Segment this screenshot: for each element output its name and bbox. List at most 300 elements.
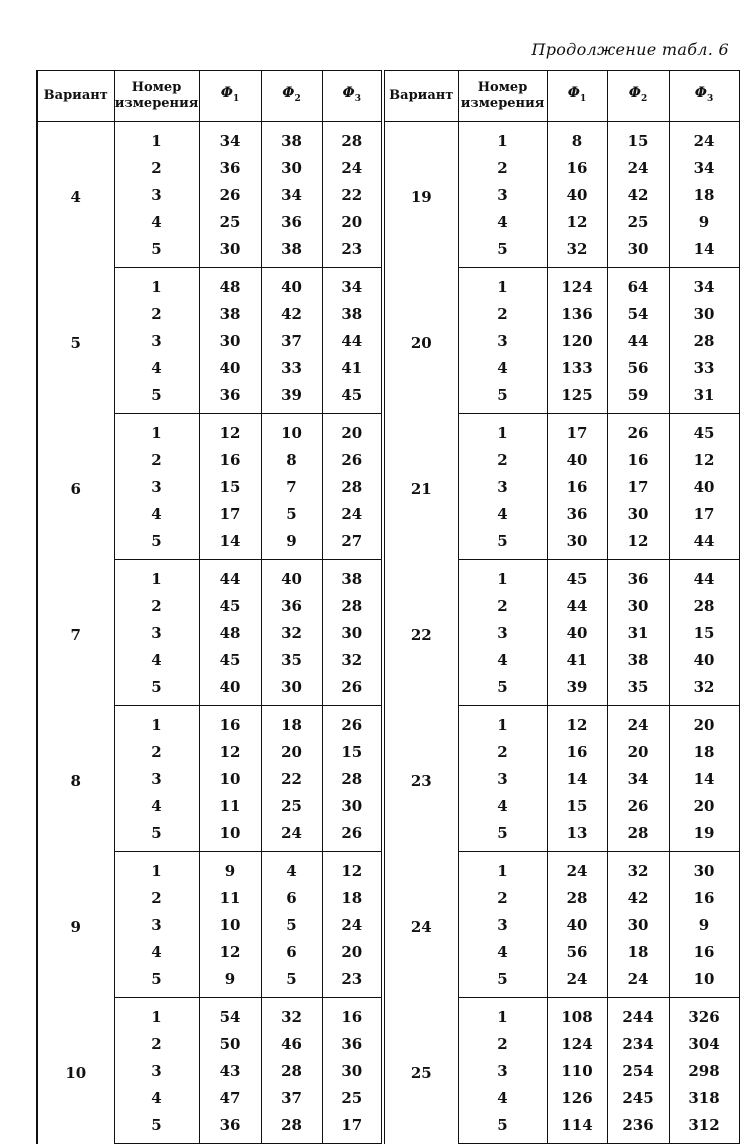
phi3-cell: 26 (322, 706, 383, 739)
phi2-cell: 32 (261, 998, 322, 1031)
phi1-cell: 26 (199, 181, 261, 208)
table-row (37, 852, 739, 885)
phi3-cell: 38 (322, 560, 383, 593)
phi3-cell-right: 28 (669, 592, 739, 619)
phi2-cell-right: 42 (607, 884, 669, 911)
phi1-cell: 30 (199, 235, 261, 268)
phi1-cell: 10 (199, 911, 261, 938)
variant-cell: 9 (37, 852, 114, 998)
measurement-number-cell-right: 5 (458, 235, 547, 268)
phi3-cell-right: 298 (669, 1057, 739, 1084)
phi3-cell: 32 (322, 646, 383, 673)
phi1-cell: 44 (199, 560, 261, 593)
phi3-cell-right: 9 (669, 911, 739, 938)
phi3-cell: 28 (322, 122, 383, 155)
phi2-cell: 7 (261, 473, 322, 500)
phi1-cell-right: 108 (547, 998, 607, 1031)
phi1-cell: 15 (199, 473, 261, 500)
phi3-cell-right: 17 (669, 500, 739, 527)
table-row (37, 122, 739, 155)
phi2-cell: 46 (261, 1030, 322, 1057)
measurement-number-cell: 3 (114, 619, 199, 646)
measurement-number-cell-right: 4 (458, 792, 547, 819)
phi2-cell-right: 44 (607, 327, 669, 354)
phi2-cell-right: 245 (607, 1084, 669, 1111)
phi2-cell-right: 254 (607, 1057, 669, 1084)
measurement-number-cell-right: 3 (458, 765, 547, 792)
phi3-cell: 27 (322, 527, 383, 560)
phi2-cell: 30 (261, 673, 322, 706)
measurement-number-cell: 3 (114, 473, 199, 500)
phi3-cell: 24 (322, 911, 383, 938)
phi2-cell: 28 (261, 1111, 322, 1144)
phi-symbol: Φ (282, 85, 295, 102)
measurement-number-cell: 5 (114, 673, 199, 706)
measurement-number-cell-right: 3 (458, 911, 547, 938)
phi2-cell: 9 (261, 527, 322, 560)
variant-cell-right: 24 (410, 918, 432, 936)
phi3-cell-right: 32 (669, 673, 739, 706)
phi3-cell-right: 40 (669, 646, 739, 673)
phi1-cell-right: 40 (547, 181, 607, 208)
phi3-cell-right: 44 (669, 560, 739, 593)
phi1-cell-right: 28 (547, 884, 607, 911)
phi1-cell-right: 8 (547, 122, 607, 155)
phi1-cell-right: 24 (547, 965, 607, 998)
measurement-number-cell-right: 1 (458, 706, 547, 739)
measurement-number-cell: 5 (114, 527, 199, 560)
phi3-cell: 16 (322, 998, 383, 1031)
measurement-number-cell: 4 (114, 646, 199, 673)
measurement-number-cell: 4 (114, 1084, 199, 1111)
measurement-number-cell-right: 4 (458, 938, 547, 965)
phi1-cell-right: 133 (547, 354, 607, 381)
phi3-cell: 28 (322, 765, 383, 792)
measurement-number-cell: 3 (114, 1057, 199, 1084)
phi2-cell: 6 (261, 938, 322, 965)
measurement-number-cell: 3 (114, 765, 199, 792)
variant-cell-right: 19 (410, 188, 432, 207)
phi-sub: 1 (579, 93, 587, 104)
measurement-number-cell-right: 1 (458, 560, 547, 593)
measurement-number-cell-right: 4 (458, 646, 547, 673)
measurement-number-cell: 4 (114, 938, 199, 965)
phi1-cell-right: 40 (547, 619, 607, 646)
measurement-number-cell-right: 5 (458, 381, 547, 414)
variant-cell: 5 (37, 268, 114, 414)
phi1-cell-right: 44 (547, 592, 607, 619)
header-phi-2 (261, 71, 322, 122)
phi2-cell-right: 32 (607, 852, 669, 885)
phi2-cell-right: 28 (607, 819, 669, 852)
phi3-cell-right: 14 (669, 235, 739, 268)
phi3-cell: 25 (322, 1084, 383, 1111)
phi2-cell: 36 (261, 208, 322, 235)
measurement-number-cell: 4 (114, 208, 199, 235)
measurement-number-cell: 5 (114, 1111, 199, 1144)
header-measurement-number-right (458, 71, 547, 122)
measurement-number-cell: 1 (114, 560, 199, 593)
phi3-cell-right: 31 (669, 381, 739, 414)
header-variant: Вариант (37, 71, 114, 122)
measurement-number-cell-right: 2 (458, 154, 547, 181)
phi3-cell-right: 12 (669, 446, 739, 473)
table-row (37, 268, 739, 301)
phi3-cell: 30 (322, 1057, 383, 1084)
phi2-cell-right: 24 (607, 706, 669, 739)
phi1-cell: 16 (199, 446, 261, 473)
variant-cell: 8 (37, 706, 114, 852)
phi2-cell-right: 18 (607, 938, 669, 965)
phi1-cell-right: 32 (547, 235, 607, 268)
phi1-cell: 16 (199, 706, 261, 739)
table-row (37, 414, 739, 447)
phi2-cell-right: 26 (607, 792, 669, 819)
measurement-number-cell-right: 5 (458, 1111, 547, 1144)
measurement-number-cell: 3 (114, 181, 199, 208)
phi3-cell-right: 14 (669, 765, 739, 792)
phi2-cell: 40 (261, 268, 322, 301)
phi2-cell: 24 (261, 819, 322, 852)
phi1-cell: 40 (199, 673, 261, 706)
phi3-cell-right: 10 (669, 965, 739, 998)
phi3-cell-right: 45 (669, 414, 739, 447)
measurement-number-cell-right: 3 (458, 619, 547, 646)
phi2-cell: 32 (261, 619, 322, 646)
measurement-number-cell: 5 (114, 965, 199, 998)
measurement-number-cell-right: 1 (458, 268, 547, 301)
phi1-cell-right: 114 (547, 1111, 607, 1144)
measurement-number-cell-right: 1 (458, 852, 547, 885)
phi2-cell-right: 24 (607, 154, 669, 181)
phi3-cell: 30 (322, 619, 383, 646)
table-caption: Продолжение табл. 6 (531, 40, 729, 59)
phi1-cell-right: 12 (547, 208, 607, 235)
phi3-cell-right: 15 (669, 619, 739, 646)
measurement-number-cell: 1 (114, 852, 199, 885)
phi2-cell: 22 (261, 765, 322, 792)
variant-cell: 4 (37, 122, 114, 268)
phi3-cell-right: 304 (669, 1030, 739, 1057)
phi3-cell: 12 (322, 852, 383, 885)
phi1-cell: 36 (199, 381, 261, 414)
phi-symbol: Φ (220, 85, 233, 102)
phi1-cell: 10 (199, 819, 261, 852)
header-measure-line2: измерения (114, 96, 199, 111)
phi1-cell: 9 (199, 852, 261, 885)
phi1-cell-right: 24 (547, 852, 607, 885)
phi2-cell-right: 12 (607, 527, 669, 560)
variant-cell: 6 (37, 414, 114, 560)
phi1-cell-right: 41 (547, 646, 607, 673)
phi1-cell-right: 110 (547, 1057, 607, 1084)
phi1-cell: 48 (199, 268, 261, 301)
phi2-cell-right: 42 (607, 181, 669, 208)
phi3-cell-right: 34 (669, 268, 739, 301)
phi-symbol: Φ (342, 85, 355, 102)
phi1-cell: 40 (199, 354, 261, 381)
phi1-cell: 45 (199, 646, 261, 673)
measurement-number-cell: 2 (114, 592, 199, 619)
measurement-number-cell-right: 5 (458, 527, 547, 560)
phi1-cell: 17 (199, 500, 261, 527)
variant-cell-right: 21 (410, 480, 432, 498)
phi1-cell-right: 56 (547, 938, 607, 965)
phi2-cell-right: 36 (607, 560, 669, 593)
phi3-cell: 26 (322, 673, 383, 706)
phi3-cell-right: 40 (669, 473, 739, 500)
header-phi-2-right (607, 71, 669, 122)
phi2-cell-right: 30 (607, 592, 669, 619)
measurement-number-cell: 2 (114, 738, 199, 765)
phi3-cell-right: 9 (669, 208, 739, 235)
phi3-cell: 45 (322, 381, 383, 414)
phi2-cell-right: 30 (607, 235, 669, 268)
variant-cell-right: 20 (410, 334, 432, 352)
phi3-cell-right: 19 (669, 819, 739, 852)
phi3-cell-right: 20 (669, 706, 739, 739)
measurement-number-cell-right: 5 (458, 965, 547, 998)
phi1-cell-right: 40 (547, 446, 607, 473)
phi1-cell: 34 (199, 122, 261, 155)
phi3-cell: 28 (322, 473, 383, 500)
phi2-cell-right: 16 (607, 446, 669, 473)
phi1-cell-right: 39 (547, 673, 607, 706)
measurement-number-cell: 4 (114, 354, 199, 381)
table-body (37, 122, 739, 1144)
phi2-cell-right: 64 (607, 268, 669, 301)
phi2-cell: 37 (261, 327, 322, 354)
header-phi-3 (322, 71, 383, 122)
phi3-cell-right: 312 (669, 1111, 739, 1144)
phi2-cell-right: 234 (607, 1030, 669, 1057)
phi1-cell-right: 136 (547, 300, 607, 327)
phi1-cell-right: 30 (547, 527, 607, 560)
phi1-cell-right: 12 (547, 706, 607, 739)
measurement-number-cell-right: 1 (458, 998, 547, 1031)
measurement-number-cell: 1 (114, 122, 199, 155)
phi2-cell-right: 30 (607, 911, 669, 938)
phi2-cell-right: 24 (607, 965, 669, 998)
phi3-cell: 38 (322, 300, 383, 327)
phi1-cell: 47 (199, 1084, 261, 1111)
phi3-cell: 26 (322, 446, 383, 473)
phi2-cell-right: 54 (607, 300, 669, 327)
measurement-number-cell-right: 2 (458, 884, 547, 911)
phi3-cell: 28 (322, 592, 383, 619)
variant-cell: 7 (37, 560, 114, 706)
measurement-number-cell-right: 2 (458, 300, 547, 327)
variant-cell-right: 23 (410, 772, 432, 790)
measurement-number-cell: 2 (114, 300, 199, 327)
measurement-number-cell-right: 2 (458, 738, 547, 765)
measurement-number-cell-right: 3 (458, 1057, 547, 1084)
measurement-number-cell: 1 (114, 998, 199, 1031)
phi2-cell-right: 25 (607, 208, 669, 235)
phi3-cell-right: 33 (669, 354, 739, 381)
phi2-cell: 33 (261, 354, 322, 381)
phi2-cell: 36 (261, 592, 322, 619)
phi3-cell-right: 16 (669, 884, 739, 911)
phi-sub: 3 (706, 93, 714, 104)
phi-sub: 3 (354, 93, 361, 104)
phi3-cell-right: 20 (669, 792, 739, 819)
variant-cell: 10 (37, 998, 114, 1144)
phi1-cell: 14 (199, 527, 261, 560)
phi1-cell: 43 (199, 1057, 261, 1084)
phi1-cell: 38 (199, 300, 261, 327)
phi2-cell-right: 35 (607, 673, 669, 706)
header-row (37, 71, 739, 122)
phi3-cell: 36 (322, 1030, 383, 1057)
measurement-number-cell: 4 (114, 792, 199, 819)
phi-symbol: Φ (694, 85, 707, 102)
measurement-number-cell-right: 2 (458, 446, 547, 473)
phi3-cell-right: 318 (669, 1084, 739, 1111)
phi1-cell: 50 (199, 1030, 261, 1057)
phi2-cell-right: 20 (607, 738, 669, 765)
phi3-cell-right: 16 (669, 938, 739, 965)
phi2-cell-right: 56 (607, 354, 669, 381)
phi2-cell: 39 (261, 381, 322, 414)
measurement-table (36, 70, 740, 1144)
phi2-cell: 37 (261, 1084, 322, 1111)
phi1-cell: 11 (199, 884, 261, 911)
phi1-cell: 36 (199, 154, 261, 181)
measurement-number-cell-right: 4 (458, 500, 547, 527)
phi1-cell: 12 (199, 414, 261, 447)
phi3-cell: 18 (322, 884, 383, 911)
phi2-cell-right: 17 (607, 473, 669, 500)
measurement-number-cell-right: 3 (458, 181, 547, 208)
phi1-cell: 36 (199, 1111, 261, 1144)
phi1-cell-right: 126 (547, 1084, 607, 1111)
header-measurement-number (114, 71, 199, 122)
measurement-number-cell: 5 (114, 235, 199, 268)
phi3-cell: 20 (322, 208, 383, 235)
phi2-cell: 35 (261, 646, 322, 673)
phi3-cell-right: 24 (669, 122, 739, 155)
phi1-cell: 25 (199, 208, 261, 235)
measurement-number-cell-right: 2 (458, 592, 547, 619)
measurement-number-cell-right: 4 (458, 208, 547, 235)
phi1-cell-right: 17 (547, 414, 607, 447)
table-row (37, 560, 739, 593)
phi2-cell-right: 26 (607, 414, 669, 447)
measurement-number-cell-right: 5 (458, 819, 547, 852)
phi3-cell: 22 (322, 181, 383, 208)
phi2-cell-right: 30 (607, 500, 669, 527)
phi1-cell: 12 (199, 738, 261, 765)
phi-sub: 1 (232, 93, 240, 104)
phi1-cell: 45 (199, 592, 261, 619)
measurement-number-cell: 2 (114, 884, 199, 911)
phi2-cell: 6 (261, 884, 322, 911)
phi1-cell: 48 (199, 619, 261, 646)
phi3-cell: 23 (322, 965, 383, 998)
measurement-number-cell: 2 (114, 154, 199, 181)
phi3-cell: 34 (322, 268, 383, 301)
measurement-number-cell: 3 (114, 327, 199, 354)
phi2-cell: 20 (261, 738, 322, 765)
header-measure-line2: измерения (460, 96, 545, 111)
measurement-number-cell-right: 4 (458, 354, 547, 381)
phi3-cell: 17 (322, 1111, 383, 1144)
phi3-cell: 24 (322, 500, 383, 527)
phi2-cell: 28 (261, 1057, 322, 1084)
phi1-cell-right: 120 (547, 327, 607, 354)
measurement-number-cell-right: 2 (458, 1030, 547, 1057)
measurement-number-cell-right: 3 (458, 473, 547, 500)
phi2-cell-right: 244 (607, 998, 669, 1031)
phi1-cell: 9 (199, 965, 261, 998)
header-measure-line1: Номер (131, 80, 182, 95)
phi1-cell: 10 (199, 765, 261, 792)
phi2-cell: 18 (261, 706, 322, 739)
phi2-cell: 10 (261, 414, 322, 447)
header-variant-right: Вариант (383, 71, 458, 122)
phi3-cell: 23 (322, 235, 383, 268)
phi3-cell-right: 34 (669, 154, 739, 181)
measurement-number-cell: 5 (114, 381, 199, 414)
phi3-cell-right: 44 (669, 527, 739, 560)
phi3-cell: 44 (322, 327, 383, 354)
table-row (37, 706, 739, 739)
phi-symbol: Φ (567, 85, 580, 102)
phi2-cell-right: 15 (607, 122, 669, 155)
phi2-cell: 25 (261, 792, 322, 819)
header-phi-3-right (669, 71, 739, 122)
phi2-cell: 38 (261, 122, 322, 155)
phi-sub: 2 (294, 93, 301, 104)
phi1-cell-right: 15 (547, 792, 607, 819)
measurement-number-cell: 4 (114, 500, 199, 527)
header-phi-1 (199, 71, 261, 122)
phi3-cell: 15 (322, 738, 383, 765)
phi2-cell-right: 236 (607, 1111, 669, 1144)
variant-cell-right: 22 (410, 626, 432, 644)
phi2-cell-right: 38 (607, 646, 669, 673)
measurement-number-cell-right: 1 (458, 122, 547, 155)
phi3-cell-right: 30 (669, 300, 739, 327)
phi2-cell: 5 (261, 965, 322, 998)
phi1-cell: 54 (199, 998, 261, 1031)
phi3-cell-right: 18 (669, 181, 739, 208)
measurement-number-cell-right: 1 (458, 414, 547, 447)
phi3-cell-right: 326 (669, 998, 739, 1031)
phi2-cell: 5 (261, 911, 322, 938)
phi2-cell: 40 (261, 560, 322, 593)
phi3-cell: 24 (322, 154, 383, 181)
measurement-number-cell-right: 5 (458, 673, 547, 706)
phi1-cell-right: 40 (547, 911, 607, 938)
measurement-number-cell-right: 3 (458, 327, 547, 354)
phi2-cell-right: 34 (607, 765, 669, 792)
phi2-cell: 38 (261, 235, 322, 268)
phi3-cell: 41 (322, 354, 383, 381)
phi1-cell-right: 16 (547, 154, 607, 181)
phi3-cell-right: 28 (669, 327, 739, 354)
phi1-cell-right: 16 (547, 738, 607, 765)
phi3-cell: 30 (322, 792, 383, 819)
phi3-cell: 20 (322, 938, 383, 965)
measurement-number-cell: 1 (114, 414, 199, 447)
phi1-cell-right: 124 (547, 268, 607, 301)
phi1-cell-right: 45 (547, 560, 607, 593)
phi-symbol: Φ (628, 85, 641, 102)
measurement-number-cell: 2 (114, 1030, 199, 1057)
phi3-cell-right: 18 (669, 738, 739, 765)
